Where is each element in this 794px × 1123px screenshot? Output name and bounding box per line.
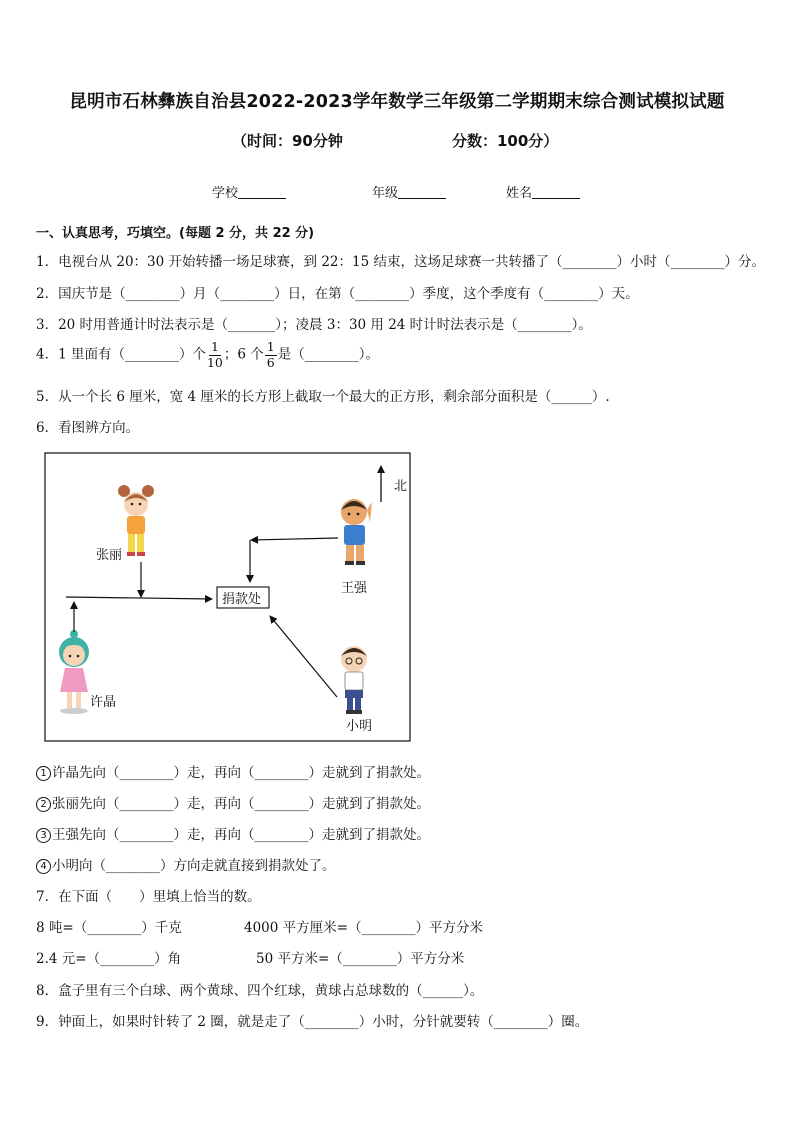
sub-question-3 <box>36 823 430 843</box>
fraction-denominator: 6 <box>266 354 275 370</box>
question-5: 5．从一个长 6 厘米，宽 4 厘米的长方形上截取一个最大的正方形，剩余部分面积是（______）. <box>36 389 610 405</box>
zhangli-label: 张丽 <box>96 548 123 563</box>
name-field <box>506 182 580 201</box>
question-2: 2．国庆节是（________）月（________）日，在第（________）季度，这个季度有（________）天。 <box>36 286 639 302</box>
question-7-item-d: 50 平方米=（________）平方分米 <box>256 951 465 967</box>
school-blank <box>238 186 286 199</box>
question-7-item-b: 4000 平方厘米=（________）平方分米 <box>244 920 483 936</box>
sub-question-text: 张丽先向（________）走，再向（________）走就到了捐款处。 <box>52 796 430 812</box>
xiaoming-label: 小明 <box>346 719 373 734</box>
sub-question-text: 王强先向（________）走，再向（________）走就到了捐款处。 <box>52 827 430 843</box>
circled-number-icon: 2 <box>36 797 51 812</box>
question-6: 6．看图辨方向。 <box>36 420 140 436</box>
name-label: 姓名 <box>506 186 533 201</box>
question-8: 8．盒子里有三个白球、两个黄球、四个红球，黄球占总球数的（______）。 <box>36 983 484 999</box>
fraction-one-tenth <box>207 341 223 369</box>
question-7: 7．在下面（ ）里填上恰当的数。 <box>36 889 261 905</box>
school-field <box>212 182 286 201</box>
question-4-part-a: 4．1 里面有（________）个 <box>36 346 206 363</box>
sub-question-4 <box>36 854 336 874</box>
fraction-denominator: 10 <box>206 354 223 370</box>
sub-question-1 <box>36 761 430 781</box>
circled-number-icon: 4 <box>36 859 51 874</box>
sub-question-text: 小明向（________）方向走就直接到捐款处了。 <box>52 858 336 874</box>
question-1: 1．电视台从 20：30 开始转播一场足球赛，到 22：15 结束，这场足球赛一共转播了（________）小时（________）分。 <box>36 254 765 270</box>
total-score: 分数：100分） <box>452 132 559 150</box>
question-7-item-a: 8 吨=（________）千克 <box>36 920 182 936</box>
grade-label: 年级 <box>372 186 399 201</box>
page-title: 昆明市石林彝族自治县2022-2023学年数学三年级第二学期期末综合测试模拟试题 <box>69 92 725 112</box>
question-4-part-c: 是（________）。 <box>277 346 379 363</box>
xujing-label: 许晶 <box>90 695 117 710</box>
question-7-item-c: 2.4 元=（________）角 <box>36 951 182 967</box>
sub-question-text: 许晶先向（________）走，再向（________）走就到了捐款处。 <box>52 765 430 781</box>
question-3: 3．20 时用普通计时法表示是（_______）；凌晨 3：30 用 24 时计时法表示是（________）。 <box>36 317 592 333</box>
north-label: 北 <box>394 479 408 494</box>
donation-label: 捐款处 <box>222 592 262 607</box>
direction-figure <box>44 452 411 742</box>
question-4-part-b: ；6 个 <box>223 346 264 363</box>
question-9: 9．钟面上，如果时针转了 2 圈，就是走了（________）小时，分针就要转（________）圈。 <box>36 1014 589 1030</box>
grade-field <box>372 182 446 201</box>
grade-blank <box>398 186 446 199</box>
name-blank <box>532 186 580 199</box>
school-label: 学校 <box>212 186 239 201</box>
time-limit: （时间：90分钟 <box>232 132 343 150</box>
fraction-numerator: 1 <box>266 339 275 354</box>
section-heading: 一、认真思考，巧填空。(每题 2 分，共 22 分) <box>36 226 315 241</box>
circled-number-icon: 1 <box>36 766 51 781</box>
circled-number-icon: 3 <box>36 828 51 843</box>
sub-question-2 <box>36 792 430 812</box>
wangqiang-label: 王强 <box>341 581 368 596</box>
fraction-one-sixth <box>265 341 277 369</box>
fraction-numerator: 1 <box>210 339 219 354</box>
question-4 <box>36 341 379 369</box>
